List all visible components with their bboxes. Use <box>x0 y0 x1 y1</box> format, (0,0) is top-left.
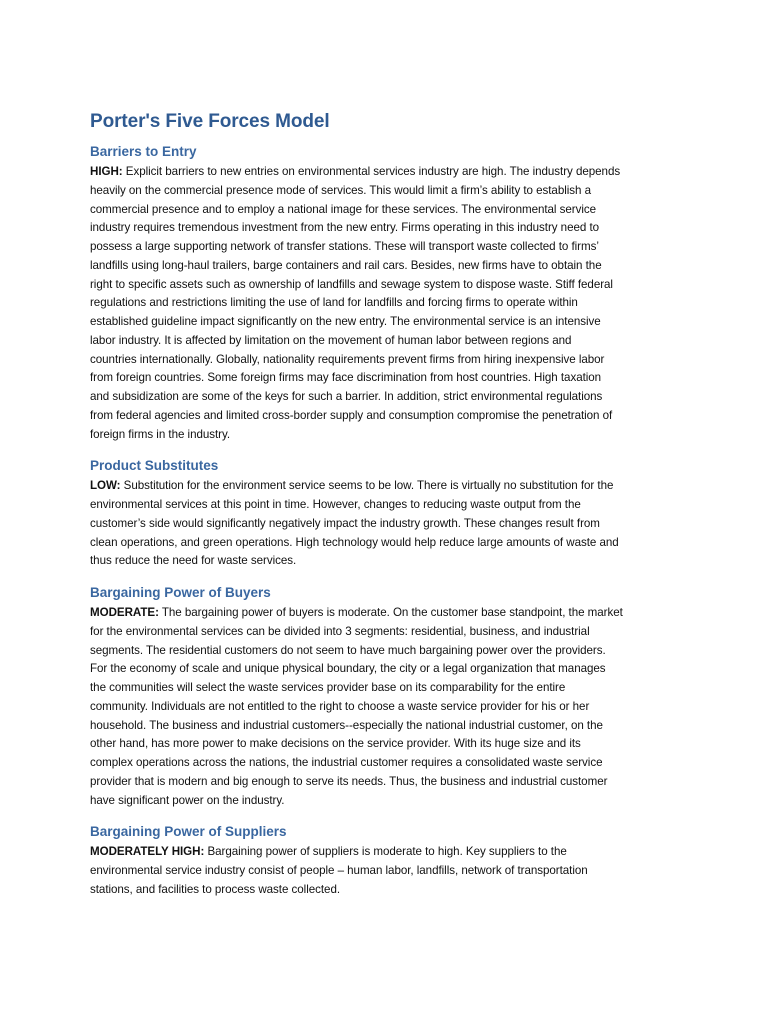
text-line: MODERATE: The bargaining power of buyers is moderate. On the customer base standpoint, the market <box>90 606 623 619</box>
text-line: regulations and restrictions limiting the use of land for landfills and forcing firms to operate within <box>90 296 578 310</box>
text-line: community. Individuals are not entitled to the right to choose a waste service provider for his or her <box>90 699 590 713</box>
text-line: countries internationally. Globally, nationality requirements prevent firms from hiring inexpensive labor <box>90 352 605 366</box>
text-line: thus reduce the need for waste services. <box>90 554 297 568</box>
text-line: segments. The residential customers do not seem to have much bargaining power over the providers. <box>90 643 606 657</box>
text-line: stations, and facilities to process waste collected. <box>90 882 341 896</box>
text-line: LOW: Substitution for the environment service seems to be low. There is virtually no substitution for the <box>90 479 614 493</box>
text-line: heavily on the commercial presence mode of services. This would limit a firm’s ability to establish a <box>90 183 591 197</box>
text-line: HIGH: Explicit barriers to new entries on environmental services industry are high. The industry depends <box>90 165 621 178</box>
text-line: MODERATELY HIGH: Bargaining power of suppliers is moderate to high. Key suppliers to the <box>90 845 567 859</box>
section-heading-barriers-to-entry: Barriers to Entry <box>90 144 197 159</box>
text-line: customer’s side would significantly negatively impact the industry growth. These changes result from <box>90 516 600 530</box>
text-line: landfills using long-haul trailers, barge containers and rail cars. Besides, new firms have to obtain the <box>90 258 602 272</box>
text-line: have significant power on the industry. <box>90 793 285 807</box>
rating-label: HIGH: <box>90 165 123 178</box>
section-heading-bargaining-power-of-buyers: Bargaining Power of Buyers <box>90 585 271 600</box>
text-line: provider that is modern and big enough to serve its needs. Thus, the business and industrial customer <box>90 774 608 788</box>
text-line: right to specific assets such as ownership of landfills and sewage system to dispose waste. Stiff federal <box>90 277 613 291</box>
text-line: from foreign countries. Some foreign firms may face discrimination from host countries. High taxation <box>90 371 602 385</box>
section-body-bargaining-power-of-suppliers <box>90 843 678 899</box>
section-heading-product-substitutes: Product Substitutes <box>90 458 219 474</box>
document-title: Porter's Five Forces Model <box>90 111 330 132</box>
text-line: established guideline impact significantly on the new entry. The environmental service is an intensive <box>90 315 601 328</box>
text-line: foreign firms in the industry. <box>90 427 231 441</box>
rating-label: LOW: <box>90 479 121 493</box>
text-line: labor industry. It is affected by limitation on the movement of human labor between regions and <box>90 333 572 347</box>
text-line: commercial presence and to employ a national image for these services. The environmental service <box>90 202 597 216</box>
text-line: clean operations, and green operations. High technology would help reduce large amounts of waste and <box>90 535 619 549</box>
rating-label: MODERATE: <box>90 606 159 619</box>
text-line: from federal agencies and limited cross-border supply and consumption compromise the penetration of <box>90 408 613 422</box>
text-line: complex operations across the nations, the industrial customer requires a consolidated waste service <box>90 756 603 769</box>
text-line: environmental services at this point in time. However, changes to reducing waste output from the <box>90 498 581 511</box>
text-line: other hand, has more power to make decisions on the service provider. With its huge size and its <box>90 737 581 751</box>
text-line: household. The business and industrial customers--especially the national industrial customer, on the <box>90 718 603 732</box>
section-heading-bargaining-power-of-suppliers: Bargaining Power of Suppliers <box>90 824 287 840</box>
text-line: for the environmental services can be divided into 3 segments: residential, business, and industrial <box>90 624 590 638</box>
section-body-product-substitutes <box>90 477 678 571</box>
text-line: and subsidization are some of the keys for such a barrier. In addition, strict environmental regulations <box>90 390 603 403</box>
section-body-barriers-to-entry <box>90 163 678 444</box>
text-line: the communities will select the waste services provider base on its comparability for the entire <box>90 681 566 694</box>
text-line: For the economy of scale and unique physical boundary, the city or a legal organization that manages <box>90 662 606 676</box>
section-body-bargaining-power-of-buyers <box>90 604 678 810</box>
text-line: environmental service industry consist of people – human labor, landfills, network of transportation <box>90 864 588 877</box>
text-line: industry requires tremendous investment from the new entry. Firms operating in this industry need to <box>90 221 600 235</box>
text-line: possess a large supporting network of transfer stations. These will transport waste collected to firms’ <box>90 240 599 253</box>
rating-label: MODERATELY HIGH: <box>90 845 205 859</box>
